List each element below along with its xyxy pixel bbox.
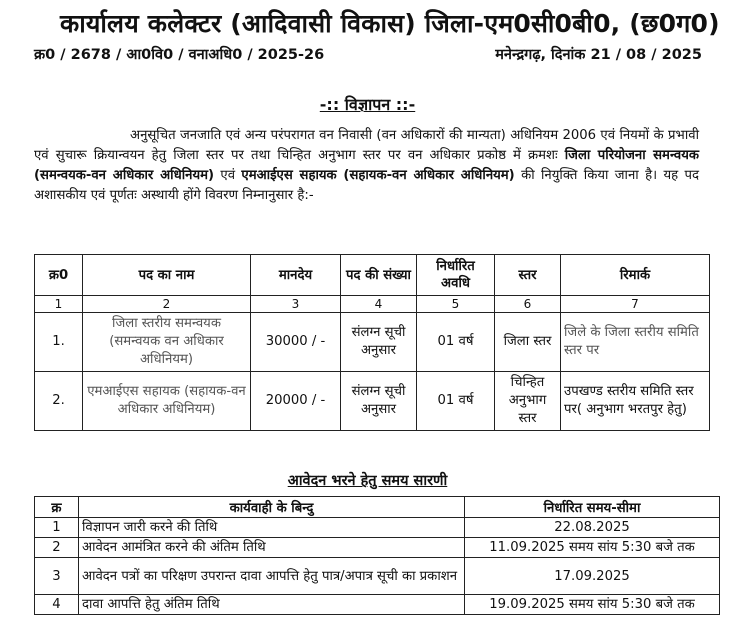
schedule-sn: 4 xyxy=(35,595,79,615)
schedule-deadline: 11.09.2025 समय सांय 5:30 बजे तक xyxy=(465,538,720,558)
post-2-bold: एमआईएस सहायक (सहायक-वन अधिकार अधिनियम) xyxy=(241,168,515,183)
row-remark: जिले के जिला स्तरीय समिति स्तर पर xyxy=(561,313,710,372)
schedule-table xyxy=(34,496,720,615)
schedule-header-sn: क्र xyxy=(35,497,79,518)
col-number: 6 xyxy=(495,296,561,313)
schedule-deadline: 19.09.2025 समय सांय 5:30 बजे तक xyxy=(465,595,720,615)
row-duration: 01 वर्ष xyxy=(417,372,495,431)
place-date: मनेन्द्रगढ़, दिनांक 21 / 08 / 2025 xyxy=(495,47,702,63)
col-header-post: पद का नाम xyxy=(83,255,251,296)
row-post-name: एमआईएस सहायक (सहायक-वन अधिकार अधिनियम) xyxy=(83,372,251,431)
schedule-sn: 3 xyxy=(35,558,79,595)
col-number: 2 xyxy=(83,296,251,313)
row-remark: उपखण्ड स्तरीय समिति स्तर पर( अनुभाग भरतपुर हेतु) xyxy=(561,372,710,431)
table-row xyxy=(35,313,710,372)
para-part-2: एवं xyxy=(214,168,242,183)
row-duration: 01 वर्ष xyxy=(417,313,495,372)
schedule-point: आवेदन पत्रों का परिक्षण उपरान्त दावा आपत्ति हेतु पात्र/अपात्र सूची का प्रकाशन xyxy=(79,558,465,595)
row-level: चिन्हित अनुभाग स्तर xyxy=(495,372,561,431)
schedule-title xyxy=(0,470,735,490)
row-post-name: जिला स्तरीय समन्वयक (समन्वयक वन अधिकार अधिनियम) xyxy=(83,313,251,372)
post-1-bold: जिला परियोजना समन्वयक (समन्वयक-वन अधिकार अधिनियम) xyxy=(34,148,699,183)
row-count: संलग्न सूची अनुसार xyxy=(341,313,417,372)
row-sn: 2. xyxy=(35,372,83,431)
col-number: 5 xyxy=(417,296,495,313)
column-number-row xyxy=(35,296,710,313)
col-header-honorarium: मानदेय xyxy=(251,255,341,296)
table-row xyxy=(35,518,720,538)
col-number: 1 xyxy=(35,296,83,313)
para-part-3: की नियुक्ति किया जाना है। यह पद अशासकीय एवं पूर्णतः अस्थायी होंगे विवरण निम्नानुसार है:- xyxy=(34,168,700,203)
para-part-1: अनुसूचित जनजाति एवं अन्य परंपरागत वन निवासी (वन अधिकारों की मान्यता) अधिनियम 2006 एवं नियमों के प्रभावी एवं सुचारू क्रियान्वयन हेतु जिला स्तर पर तथा चिन्हित अनुभाग स्तर पर वन अधिकार प्रकोष्ठ में क्रमशः xyxy=(34,128,699,163)
schedule-deadline: 22.08.2025 xyxy=(465,518,720,538)
col-header-count: पद की संख्या xyxy=(341,255,417,296)
office-title: कार्यालय कलेक्टर (आदिवासी विकास) जिला-एम0सी0बी0, (छ0ग0) xyxy=(60,9,720,38)
schedule-deadline: 17.09.2025 xyxy=(465,558,720,595)
row-count: संलग्न सूची अनुसार xyxy=(341,372,417,431)
row-sn: 1. xyxy=(35,313,83,372)
row-honorarium: 20000 / - xyxy=(251,372,341,431)
schedule-header-point: कार्यवाही के बिन्दु xyxy=(79,497,465,518)
schedule-header-deadline: निर्धारित समय-सीमा xyxy=(465,497,720,518)
row-level: जिला स्तर xyxy=(495,313,561,372)
notice-heading xyxy=(0,93,735,115)
schedule-sn: 2 xyxy=(35,538,79,558)
schedule-point: विज्ञापन जारी करने की तिथि xyxy=(79,518,465,538)
col-header-level: स्तर xyxy=(495,255,561,296)
schedule-sn: 1 xyxy=(35,518,79,538)
col-header-duration: निर्धारित अवधि xyxy=(417,255,495,296)
col-header-sn: क्र0 xyxy=(35,255,83,296)
reference-number: क्र0 / 2678 / आ0वि0 / वनाअधि0 / 2025-26 xyxy=(34,47,325,63)
table-row xyxy=(35,538,720,558)
row-honorarium: 30000 / - xyxy=(251,313,341,372)
notice-heading-text: -:: विज्ञापन ::- xyxy=(319,95,416,114)
schedule-table-header xyxy=(35,497,720,518)
schedule-title-text: आवेदन भरने हेतु समय सारणी xyxy=(287,473,448,489)
table-row xyxy=(35,558,720,595)
posts-table-header xyxy=(35,255,710,296)
col-number: 3 xyxy=(251,296,341,313)
posts-table xyxy=(34,254,710,431)
notice-paragraph xyxy=(34,126,699,206)
schedule-point: दावा आपत्ति हेतु अंतिम तिथि xyxy=(79,595,465,615)
col-number: 7 xyxy=(561,296,710,313)
col-header-remark: रिमार्क xyxy=(561,255,710,296)
col-number: 4 xyxy=(341,296,417,313)
table-row xyxy=(35,595,720,615)
schedule-point: आवेदन आमंत्रित करने की अंतिम तिथि xyxy=(79,538,465,558)
table-row xyxy=(35,372,710,431)
